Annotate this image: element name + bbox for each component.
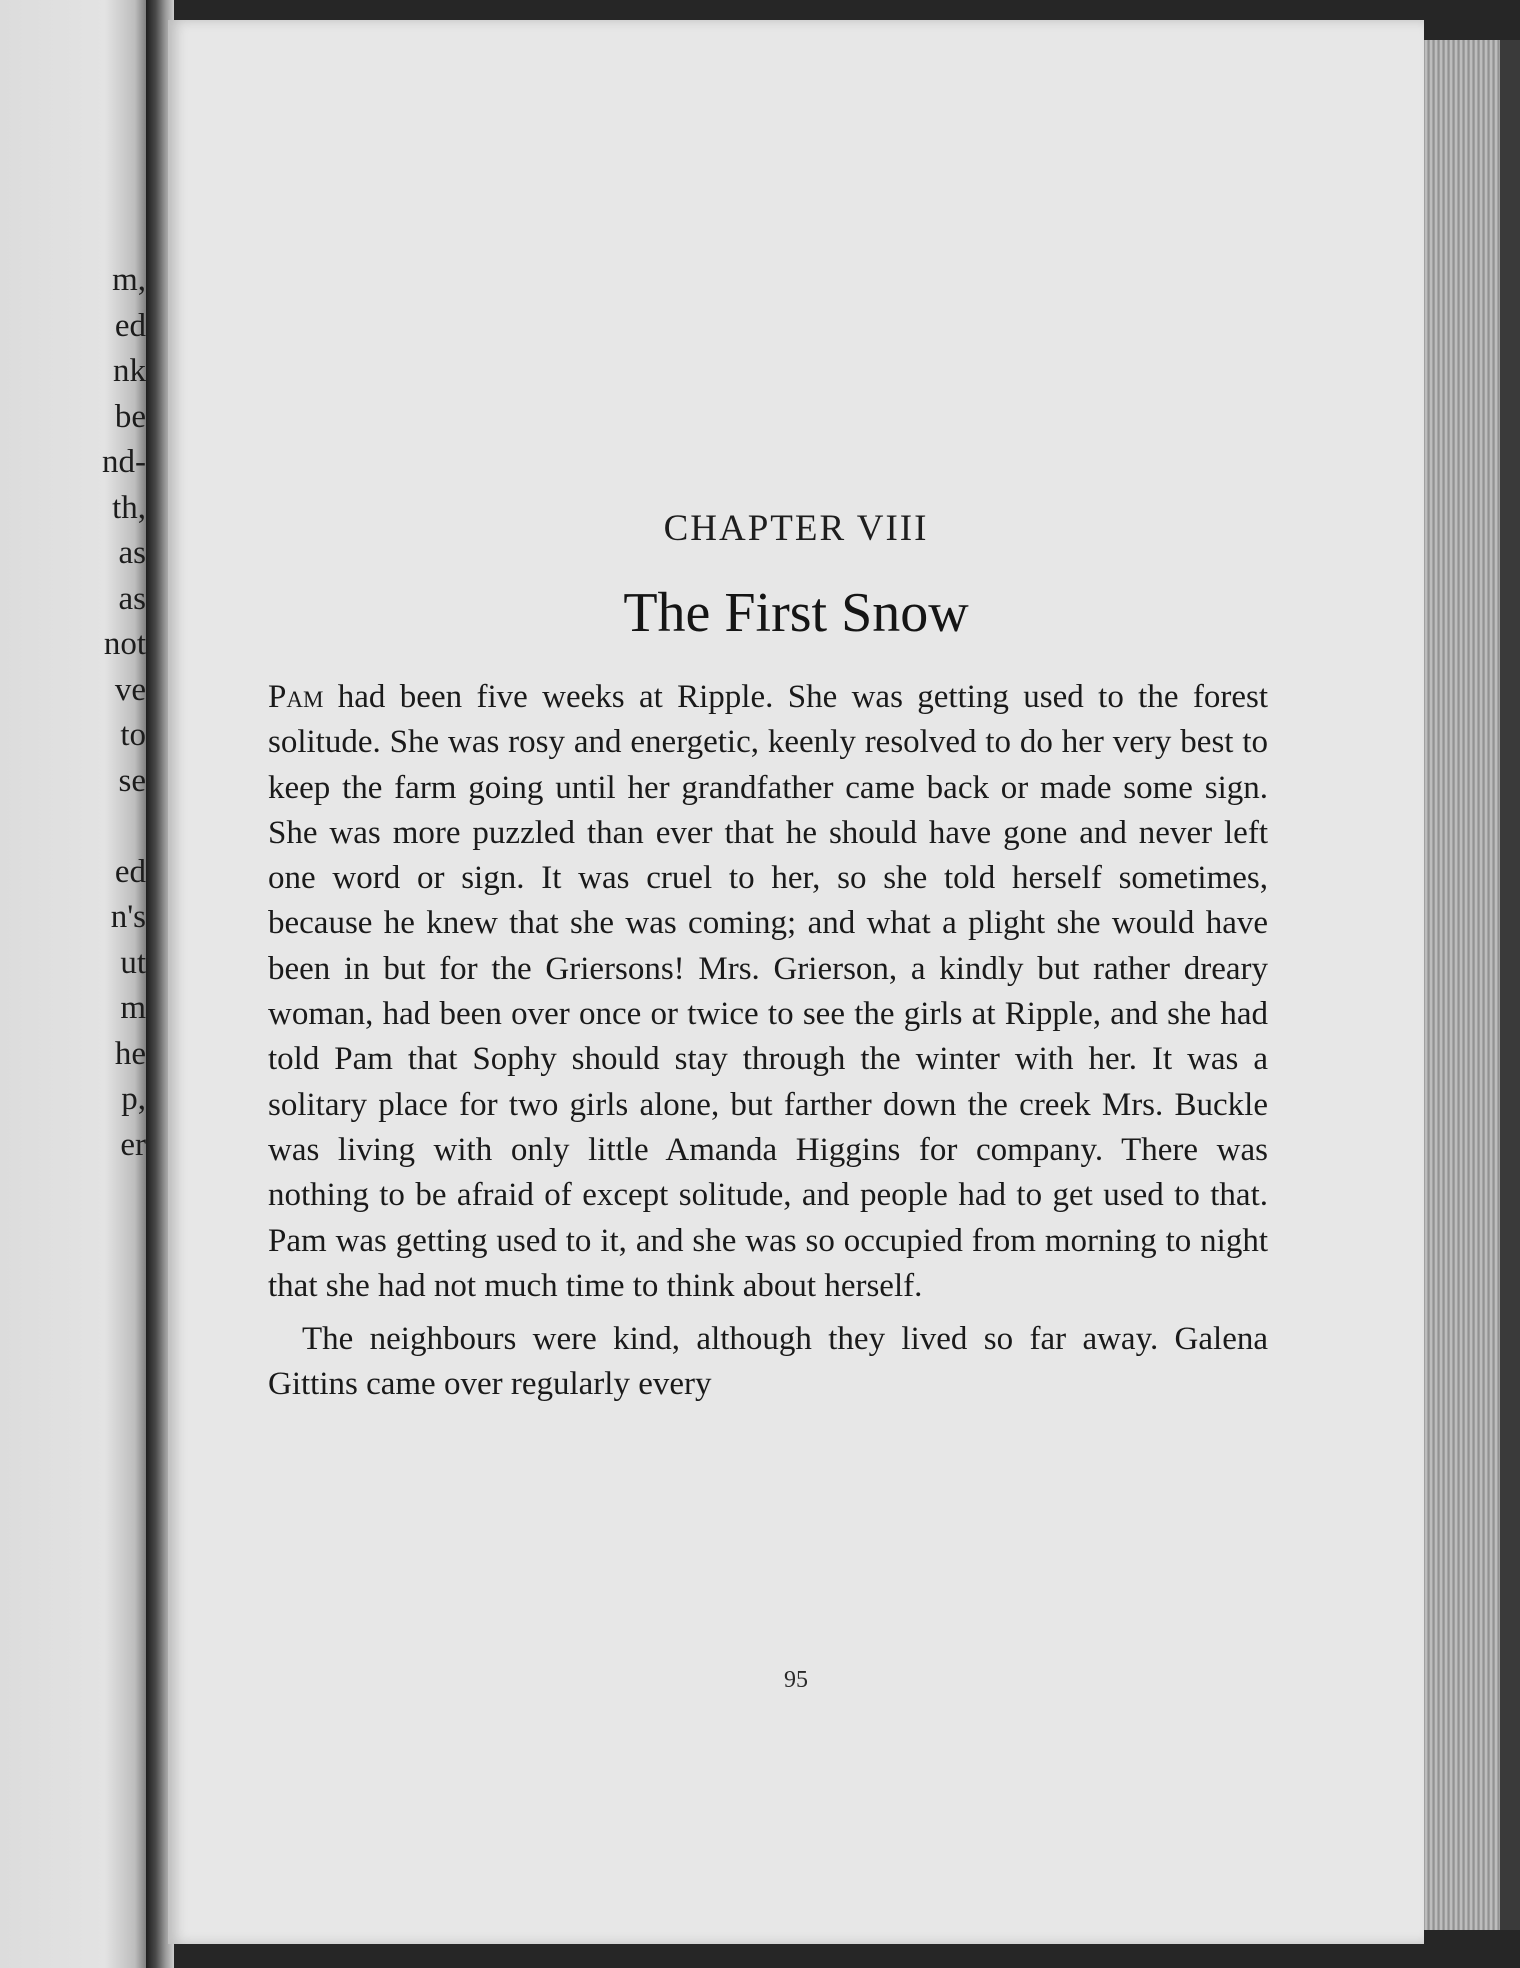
text-fragment: p, bbox=[121, 1081, 146, 1117]
previous-page bbox=[0, 0, 150, 1968]
text-fragment: er bbox=[120, 1126, 146, 1163]
paragraph-text: had been five weeks at Ripple. She was getting used to the forest solitude. She was rosy and energetic, keenly resolved to do her very best to keep the farm going until her grandfather came back or made some sign. She was more puzzled than ever that he should have gone and never left one word or sign. It was cruel to her, so she told herself sometimes, because he knew that she was coming; and what a plight she would have been in but for the Griersons! Mrs. Grierson, a kindly but rather dreary woman, had been over once or twice to see the girls at Ripple, and she had told Pam that Sophy should stay through the winter with her. It was a solitary place for two girls alone, but farther down the creek Mrs. Buckle was living with only little Amanda Higgins for company. There was nothing to be afraid of except solitude, and people had to get used to that. Pam was getting used to it, and she was so occupied from morning to night that she had not much time to think about herself. bbox=[268, 679, 1268, 1304]
text-fragment: be bbox=[114, 398, 146, 435]
text-fragment: th, bbox=[112, 489, 146, 526]
text-fragment: nk bbox=[113, 353, 146, 389]
text-fragment: not bbox=[103, 626, 146, 662]
chapter-title: The First Snow bbox=[623, 582, 969, 644]
text-fragment: m bbox=[120, 990, 146, 1026]
page-edges-shadow bbox=[1500, 40, 1520, 1930]
text-fragment: ed bbox=[114, 853, 146, 890]
opening-word: Pam bbox=[268, 679, 324, 715]
text-fragment: as bbox=[118, 580, 146, 617]
text-fragment: nd- bbox=[102, 444, 146, 480]
chapter-body bbox=[268, 675, 1268, 1408]
paragraph-gap bbox=[66, 804, 146, 850]
chapter-number: CHAPTER VIII bbox=[663, 508, 929, 549]
text-fragment: m, bbox=[112, 262, 146, 298]
text-fragment: ve bbox=[114, 671, 146, 708]
text-fragment: ut bbox=[120, 944, 146, 981]
text-fragment: ed bbox=[114, 307, 146, 344]
book-page bbox=[168, 20, 1424, 1944]
previous-page-text bbox=[66, 258, 146, 1168]
text-fragment: he bbox=[114, 1035, 146, 1072]
page-edges bbox=[1420, 40, 1508, 1930]
text-fragment: to bbox=[120, 717, 146, 753]
paragraph: The neighbours were kind, although they lived so far away. Galena Gittins came over regularly every bbox=[268, 1321, 1268, 1403]
text-fragment: se bbox=[118, 762, 146, 799]
text-fragment: n's bbox=[110, 899, 146, 935]
text-fragment: as bbox=[118, 535, 146, 571]
paragraph bbox=[268, 675, 1268, 1309]
page-number: 95 bbox=[784, 1667, 808, 1693]
